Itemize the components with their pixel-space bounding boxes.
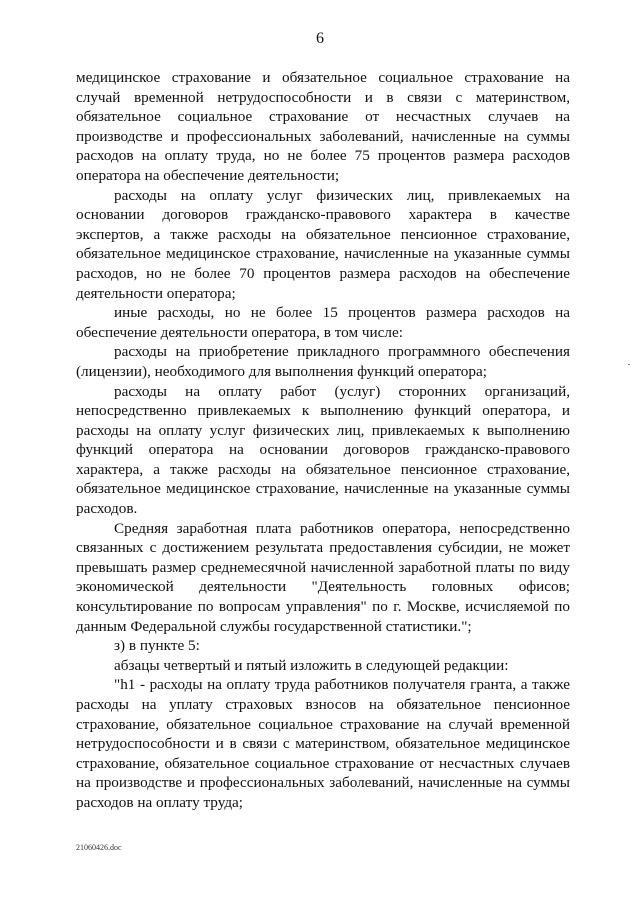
paragraph: иные расходы, но не более 15 процентов размера расходов на обеспечение деятельности оператора, в том числе: (76, 304, 570, 341)
margin-mark (628, 364, 630, 365)
paragraph: медицинское страхование и обязательное социальное страхование на случай временной нетрудоспособности и в связи с материнством, обязательное социальное страхование от несчастных случаев на производстве и профессиональных заболеваний, начисленные на суммы расходов на оплату труда, но не более 75 процентов размера расходов оператора на обеспечение деятельности; (76, 69, 570, 184)
paragraph: "h1 - расходы на оплату труда работников получателя гранта, а также расходы на уплату страховых взносов на обязательное пенсионное страхование, обязательное социальное страхование на случай временной нетрудоспособности и в связи с материнством, обязательное медицинское страхование, обязательное социальное страхование от несчастных случаев на производстве и профессиональных заболеваний, начисленные на суммы расходов на оплату труда; (76, 676, 570, 811)
paragraph: расходы на оплату услуг физических лиц, привлекаемых на основании договоров гражданско-правового характера в качестве экспертов, а также расходы на обязательное пенсионное страхование, обязательное медицинское страхование, начисленные на указанные суммы расходов, но не более 70 процентов размера расходов на обеспечение деятельности оператора; (76, 186, 570, 302)
file-name-footer: 21060426.doc (76, 843, 122, 852)
paragraph: расходы на приобретение прикладного программного обеспечения (лицензии), необходимого для выполнения функций оператора; (76, 343, 570, 380)
document-body (76, 68, 570, 813)
paragraph: з) в пункте 5: (114, 637, 200, 655)
paragraph: Средняя заработная плата работников оператора, непосредственно связанных с достижением результата предоставления субсидии, не может превышать размер среднемесячной начисленной заработной платы по виду экономической деятельности "Деятельность головных офисов; консультирование по вопросам управления" по г. Москве, исчисляемой по данным Федеральной службы государственной статистики."; (76, 519, 570, 635)
paragraph: расходы на оплату работ (услуг) сторонних организаций, непосредственно привлекаемых к выполнению функций оператора, и расходы на оплату услуг физических лиц, привлекаемых к выполнению функций оператора на основании договоров гражданско-правового характера, а также расходы на обязательное пенсионное страхование, обязательное медицинское страхование, начисленные на указанные суммы расходов. (76, 382, 570, 518)
paragraph: абзацы четвертый и пятый изложить в следующей редакции: (114, 656, 509, 674)
page-number: 6 (316, 30, 324, 47)
